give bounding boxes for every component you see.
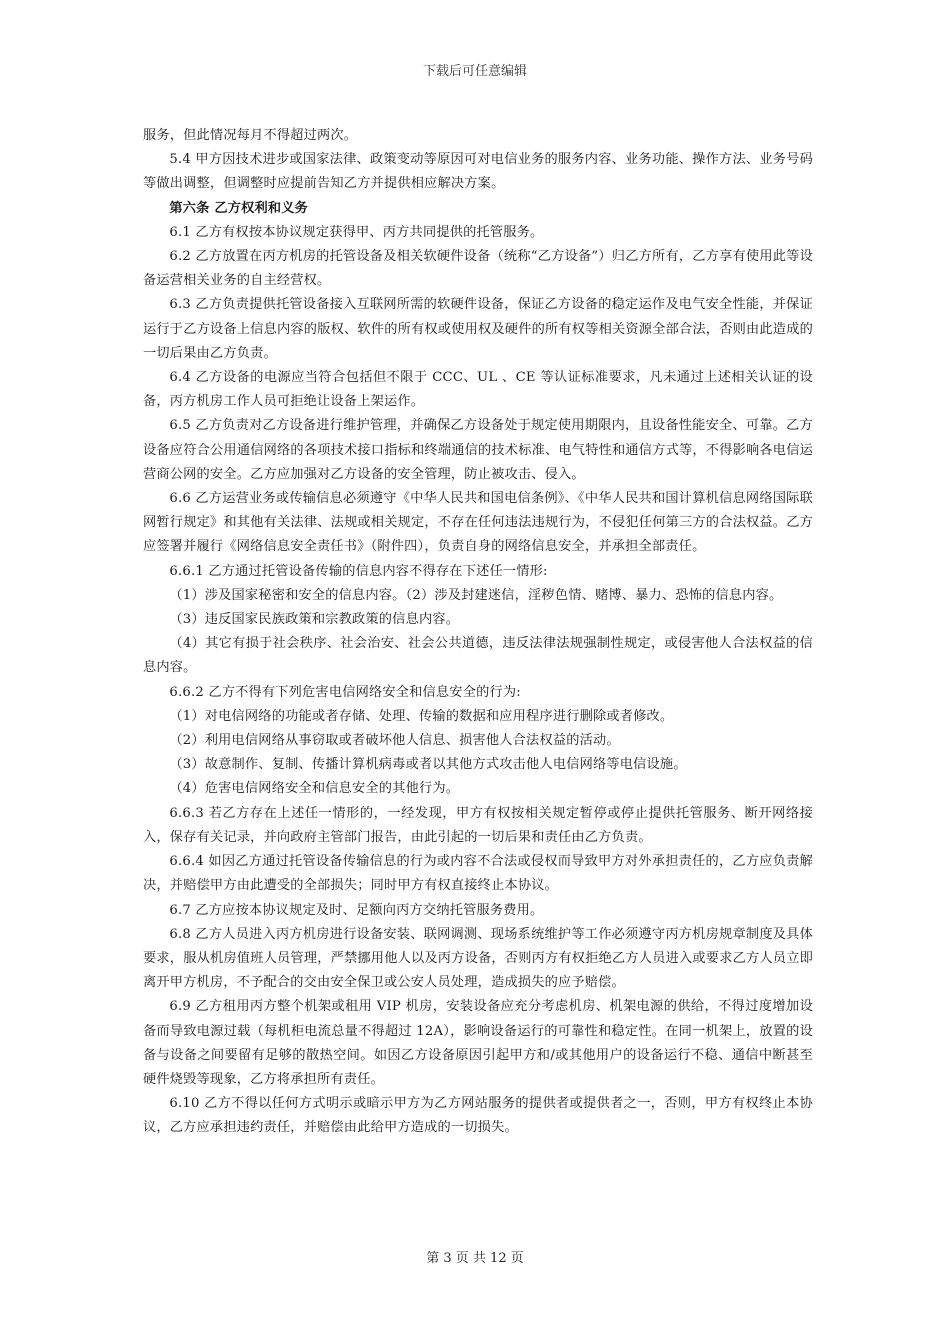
list-item: （4）其它有损于社会秩序、社会治安、社会公共道德，违反法律法规强制性规定，或侵害他人合法权益的信息内容。: [143, 636, 813, 676]
list-item: （1）对电信网络的功能或者存储、处理、传输的数据和应用程序进行删除或者修改。: [169, 708, 674, 724]
clause-6-6-1: 6.6.1 乙方通过托管设备传输的信息内容不得存在下述任一情形:: [169, 563, 548, 579]
paragraph-continuation: 服务，但此情况每月不得超过两次。: [143, 128, 358, 143]
clause-6-2: 6.2 乙方放置在丙方机房的托管设备及相关软硬件设备（统称“乙方设备”）归乙方所有，乙方享有使用此等设备运营相关业务的自主经营权。: [143, 249, 813, 289]
clause-6-6: 6.6 乙方运营业务或传输信息必须遵守《中华人民共和国电信条例》、《中华人民共和国计算机信息网络国际联网暂行规定》和其他有关法律、法规或相关规定，不存在任何违法违规行为，不侵犯任何第三方的合法权益。乙方应签署并履行《网络信息安全责任书》（附件四），负责自身的网络信息安全，并承担全部责任。: [143, 491, 813, 555]
clause-6-3: 6.3 乙方负责提供托管设备接入互联网所需的软硬件设备，保证乙方设备的稳定运作及电气安全性能，并保证运行于乙方设备上信息内容的版权、软件的所有权或使用权及硬件的所有权等相关资源全部合法，否则由此造成的一切后果由乙方负责。: [143, 297, 813, 361]
page-header: 下载后可任意编辑: [422, 64, 527, 79]
clause-6-7: 6.7 乙方应按本协议规定及时、足额向丙方交纳托管服务费用。: [169, 902, 544, 918]
clause-6-5: 6.5 乙方负责对乙方设备进行维护管理，并确保乙方设备处于规定使用期限内，且设备性能安全、可靠。乙方设备应符合公用通信网络的各项技术接口指标和终端通信的技术标准、电气特性和通信方式等，不得影响各电信运营商公网的安全。乙方应加强对乙方设备的安全管理，防止被攻击、侵入。: [143, 418, 813, 482]
clause-6-6-3: 6.6.3 若乙方存在上述任一情形的，一经发现，甲方有权按相关规定暂停或停止提供托管服务、断开网络接入，保存有关记录，并向政府主管部门报告，由此引起的一切后果和责任由乙方负责。: [143, 805, 813, 845]
article-6-heading: 第六条 乙方权利和义务: [169, 200, 309, 216]
list-item: （3）违反国家民族政策和宗教政策的信息内容。: [169, 612, 460, 628]
page-footer: 第 3 页 共 12 页: [426, 1251, 524, 1266]
clause-6-1: 6.1 乙方有权按本协议规定获得甲、丙方共同提供的托管服务。: [169, 224, 544, 240]
clause-6-9: 6.9 乙方租用丙方整个机架或租用 VIP 机房，安装设备应充分考虑机房、机架电源的供给，不得过度增加设备而导致电源过载（每机柜电流总量不得超过 12A），影响设备运行的可靠性和稳定性。在同一机架上，放置的设备与设备之间要留有足够的散热空间。如因乙方设备原因引起甲方和/或其他用户的设备运行不稳、通信中断甚至硬件烧毁等现象，乙方将承担所有责任。: [143, 999, 813, 1087]
clause-6-4: 6.4 乙方设备的电源应当符合包括但不限于 CCC、UL 、CE 等认证标准要求，凡未通过上述相关认证的设备，丙方机房工作人员可拒绝让设备上架运作。: [143, 370, 813, 410]
list-item: （1）涉及国家秘密和安全的信息内容。（2）涉及封建迷信，淫秽色情、赌博、暴力、恐怖的信息内容。: [169, 587, 783, 603]
clause-6-10: 6.10 乙方不得以任何方式明示或暗示甲方为乙方网站服务的提供者或提供者之一，否则，甲方有权终止本协议，乙方应承担违约责任，并赔偿由此给甲方造成的一切损失。: [143, 1096, 813, 1136]
list-item: （4）危害电信网络安全和信息安全的其他行为。: [169, 781, 460, 797]
clause-6-6-4: 6.6.4 如因乙方通过托管设备传输信息的行为或内容不合法或侵权而导致甲方对外承担责任的，乙方应负责解决，并赔偿甲方由此遭受的全部损失；同时甲方有权直接终止本协议。: [143, 854, 813, 894]
clause-6-6-2: 6.6.2 乙方不得有下列危害电信网络安全和信息安全的行为:: [169, 684, 521, 700]
clause-6-8: 6.8 乙方人员进入丙方机房进行设备安装、联网调测、现场系统维护等工作必须遵守丙方机房规章制度及具体要求，服从机房值班人员管理，严禁挪用他人以及丙方设备，否则丙方有权拒绝乙方人员进入或要求乙方人员立即离开甲方机房，不予配合的交由安全保卫或公安人员处理，造成损失的应予赔偿。: [143, 926, 813, 991]
list-item: （2）利用电信网络从事窃取或者破坏他人信息、损害他人合法权益的活动。: [169, 733, 620, 749]
list-item: （3）故意制作、复制、传播计算机病毒或者以其他方式攻击他人电信网络等电信设施。: [169, 757, 687, 773]
document-body: [143, 124, 813, 1141]
clause-5-4: 5.4 甲方因技术进步或国家法律、政策变动等原因可对电信业务的服务内容、业务功能、操作方法、业务号码等做出调整，但调整时应提前告知乙方并提供相应解决方案。: [143, 152, 813, 192]
